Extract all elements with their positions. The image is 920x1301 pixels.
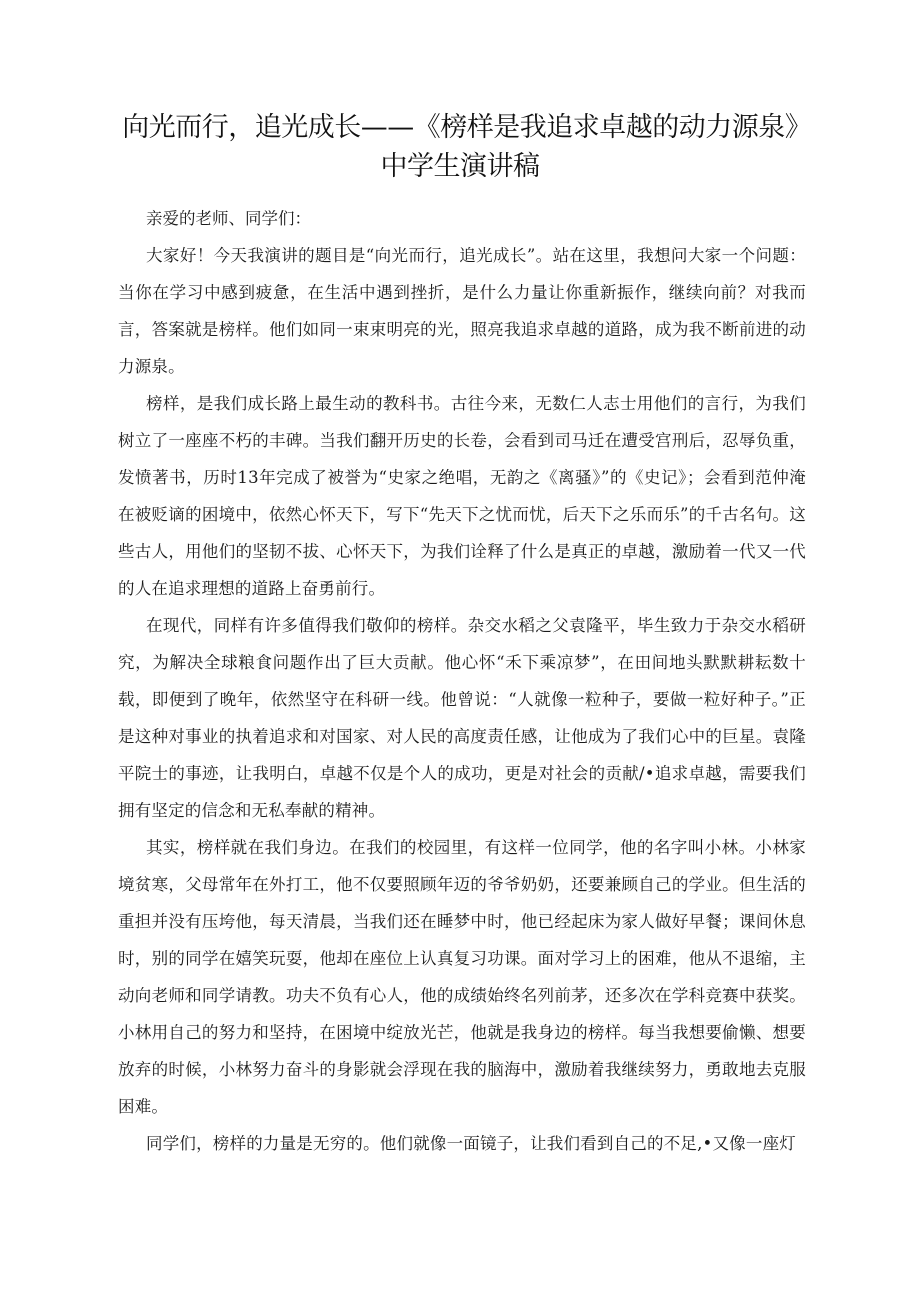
paragraph-modern-role-models: 在现代，同样有许多值得我们敬仰的榜样。杂交水稻之父袁隆平，毕生致力于杂交水稻研究，为解决全球粮食问题作出了巨大贡献。他心怀“禾下乘凉梦”，在田间地头默默耕耘数十载，即便到了晚年，依然坚守在科研一线。他曾说：“人就像一粒种子，要做一粒好种子。”正是这种对事业的执着追求和对国家、对人民的高度责任感，让他成为了我们心中的巨星。袁隆平院士的事迹，让我明白，卓越不仅是个人的成功，更是对社会的贡献/•追求卓越，需要我们拥有坚定的信念和无私奉献的精神。 xyxy=(118,616,806,820)
document-title: 向光而行，追光成长——《榜样是我追求卓越的动力源泉》中学生演讲稿 xyxy=(122,112,798,182)
paragraph-intro: 大家好！今天我演讲的题目是“向光而行，追光成长”。站在这里，我想问大家一个问题：当你在学习中感到疲惫，在生活中遇到挫折，是什么力量让你重新振作，继续向前？对我而言，答案就是榜样。他们如同一束束明亮的光，照亮我追求卓越的道路，成为我不断前进的动力源泉。 xyxy=(118,246,806,376)
salutation: 亲爱的老师、同学们： xyxy=(146,209,311,228)
paragraph-historical-role-models: 榜样，是我们成长路上最生动的教科书。古往今来，无数仁人志士用他们的言行，为我们树立了一座座不朽的丰碑。当我们翻开历史的长卷，会看到司马迁在遭受宫刑后，忍辱负重，发愤著书，历时13年完成了被誉为“史家之绝唱，无韵之《离骚》”的《史记》；会看到范仲淹在被贬谪的困境中，依然心怀天下，写下“先天下之忧而忧，后天下之乐而乐”的千古名句。这些古人，用他们的坚韧不拔、心怀天下，为我们诠释了什么是真正的卓越，激励着一代又一代的人在追求理想的道路上奋勇前行。 xyxy=(118,394,806,598)
paragraph-campus-role-model: 其实，榜样就在我们身边。在我们的校园里，有这样一位同学，他的名字叫小林。小林家境贫寒，父母常年在外打工，他不仅要照顾年迈的爷爷奶奶，还要兼顾自己的学业。但生活的重担并没有压垮他，每天清晨，当我们还在睡梦中时，他已经起床为家人做好早餐；课间休息时，别的同学在嬉笑玩耍，他却在座位上认真复习功课。面对学习上的困难，他从不退缩，主动向老师和同学请教。功夫不负有心人，他的成绩始终名列前茅，还多次在学科竞赛中获奖。小林用自己的努力和坚持，在困境中绽放光芒，他就是我身边的榜样。每当我想要偷懒、想要放弃的时候，小林努力奋斗的身影就会浮现在我的脑海中，激励着我继续努力，勇敢地去克服困难。 xyxy=(118,838,806,1116)
paragraph-power-of-role-models: 同学们，榜样的力量是无穷的。他们就像一面镜子，让我们看到自己的不足,•又像一座灯 xyxy=(146,1134,796,1153)
speech-body xyxy=(118,200,806,1162)
